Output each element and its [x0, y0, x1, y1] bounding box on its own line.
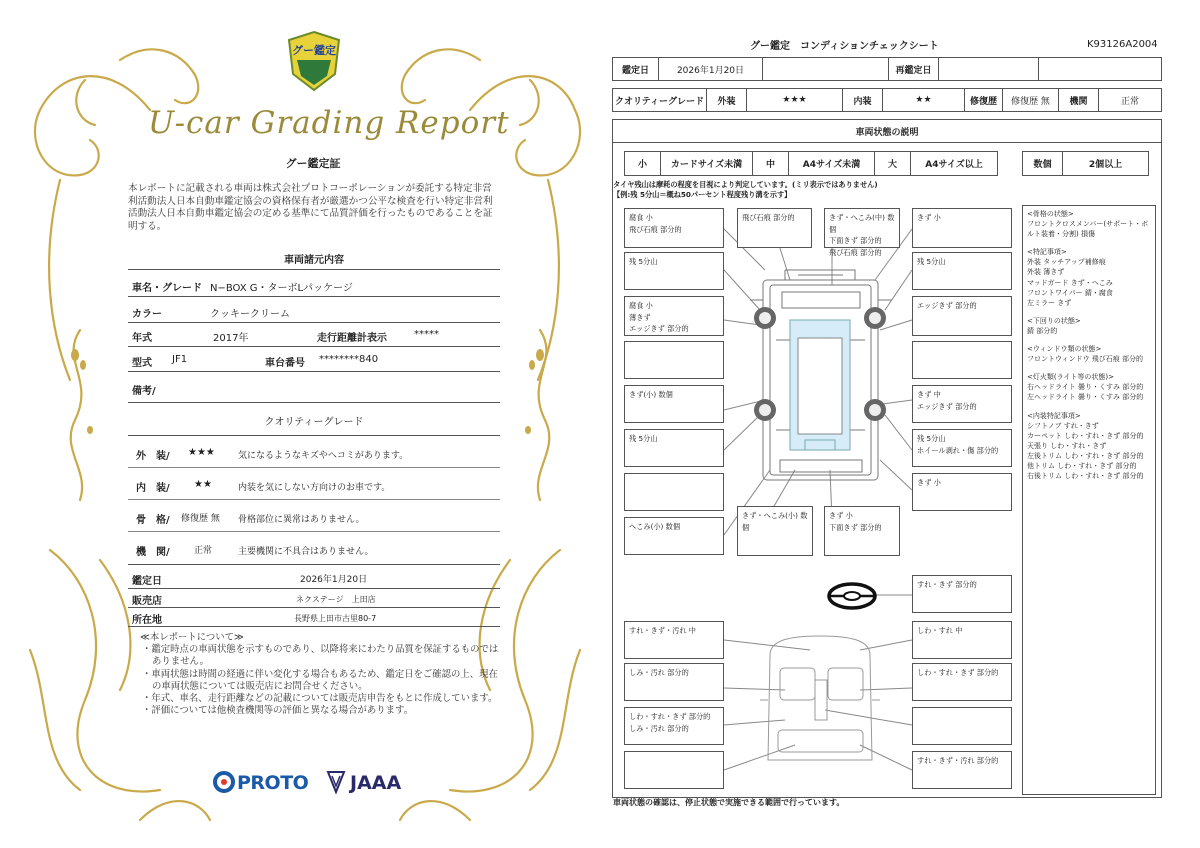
- year-value: 2017年: [213, 333, 249, 344]
- divider: [128, 467, 500, 468]
- divider: [128, 564, 500, 565]
- divider: [128, 296, 500, 297]
- chassis-label: 車台番号: [265, 358, 305, 369]
- note-line: 他トリム しわ・すれ・きず 部分的: [1027, 461, 1137, 470]
- note-line: 外装 薄きず: [1027, 268, 1065, 277]
- divider: [128, 607, 500, 608]
- divider: [128, 269, 500, 270]
- grade-exterior-label: 外 装/: [136, 451, 170, 462]
- callout-rear-center: きず 小 下面きず 部分的: [824, 506, 900, 556]
- dealer-value: ネクステージ 上田店: [296, 595, 376, 604]
- grade-interior-label: 内 装/: [136, 483, 170, 494]
- callout-front-center: きず・へこみ(中) 数個 下面きず 部分的 飛び石痕 部分的: [824, 208, 900, 248]
- condition-check-sheet: [600, 0, 1200, 848]
- note-item: ・鑑定時点の車両状態を示すものであり、以降将来にわたり品質を保証するものではありません。: [142, 644, 499, 668]
- note-line: 天張り しわ・すれ・きず: [1027, 441, 1107, 450]
- note-gap: [1027, 364, 1151, 372]
- grade-frame-desc: 骨格部位に異常はありません。: [238, 515, 365, 525]
- divider: [128, 371, 500, 372]
- condition-title: 車両状態の説明: [612, 119, 1162, 143]
- grade-engine-value: 正常: [194, 546, 213, 556]
- notes-title: ≪本レポートについて≫: [140, 632, 244, 643]
- size-large-value: A4サイズ以上: [925, 160, 983, 170]
- callout-rear-bottom-left: へこみ(小) 数個: [624, 517, 724, 555]
- report-notes: [140, 632, 500, 717]
- callout-tire-front-left: 残 5分山: [624, 252, 724, 290]
- callout-interior-left-rear: しわ・すれ・きず 部分的 しみ・汚れ 部分的: [624, 707, 724, 745]
- jaaa-logo-text: JAAA: [350, 772, 402, 794]
- date-label: 鑑定日: [613, 58, 659, 80]
- model-value: JF1: [172, 354, 188, 365]
- callout-front-left: 腐食 小 飛び石痕 部分的: [624, 208, 724, 248]
- condition-notes-panel: [1022, 205, 1156, 795]
- proto-logo-icon: [212, 770, 236, 794]
- redate-label: 再鑑定日: [889, 58, 939, 80]
- date-value: 2026年1月20日: [659, 58, 763, 80]
- divider: [128, 346, 500, 347]
- note-gap: [1027, 403, 1151, 411]
- car-name-label: 車名・グレード: [132, 283, 202, 294]
- grade-section-title: クオリティーグレード: [264, 417, 364, 428]
- callout-interior-right-rear: [912, 707, 1012, 745]
- note-line: フロントクロスメンバー(サポート・ボルト装着・分割) 損傷: [1027, 220, 1149, 239]
- size-small-label: 小: [625, 152, 661, 175]
- mileage-label: 走行距離計表示: [317, 333, 387, 344]
- int-value: ★★: [883, 89, 965, 111]
- callout-rear-left: [624, 473, 724, 511]
- tire-note-example: 【例:残 5分山＝概ね50パーセント程度残り溝を示す】: [613, 190, 792, 199]
- chassis-value: ********840: [319, 354, 379, 365]
- callout-left-center: [624, 341, 724, 379]
- note-line: 外装 タッチアップ補修痕: [1027, 258, 1106, 267]
- ext-label: 外装: [707, 89, 747, 111]
- callout-interior-left-seat: しみ・汚れ 部分的: [624, 663, 724, 701]
- divider: [128, 588, 500, 589]
- size-mid-label: 中: [753, 152, 789, 175]
- divider: [128, 402, 500, 403]
- note-item: ・評価については他検査機関等の評価と異なる場合があります。: [142, 705, 413, 717]
- address-label: 所在地: [132, 615, 162, 626]
- qg-label: クオリティーグレード: [613, 89, 707, 111]
- callout-tire-rear-right: 残 5分山 ホイール剥れ・傷 部分的: [912, 429, 1012, 467]
- date-label: 鑑定日: [132, 576, 162, 587]
- note-line: カーペット しわ・すれ・きず 部分的: [1027, 431, 1144, 440]
- callout-interior-rear-right: すれ・きず・汚れ 部分的: [912, 751, 1012, 789]
- model-label: 型式: [132, 358, 152, 369]
- callout-front-bumper: 飛び石痕 部分的: [737, 208, 812, 248]
- certificate-intro: 本レポートに記載される車両は株式会社プロトコーポレーションが委託する特定非営利活動法人日本自動車鑑定協会の資格保有者が厳選かつ公平な検査を行い特定非営利活動法人日本自動車鑑定協会の定める基準にて品質評価を行ったものであることを証明する。: [128, 183, 493, 232]
- callout-interior-right-seat: しわ・すれ・きず 部分的: [912, 663, 1012, 701]
- size-mid-value: A4サイズ未満: [789, 152, 875, 175]
- callout-right-rear-door: きず 中 エッジきず 部分的: [912, 385, 1012, 423]
- repair-value: 修復歴 無: [1003, 89, 1059, 111]
- mileage-value: *****: [414, 329, 439, 340]
- note-line: <骨格の状態>: [1027, 210, 1074, 218]
- note-line: シフトノブ すれ・きず: [1027, 421, 1099, 430]
- int-label: 内装: [843, 89, 883, 111]
- note-line: フロントワイパー 錆・腐食: [1027, 288, 1113, 297]
- size-small-value: カードサイズ未満: [661, 152, 753, 175]
- grade-engine-label: 機 関/: [136, 547, 170, 558]
- divider: [128, 322, 500, 323]
- jaaa-logo-icon: [326, 770, 346, 794]
- note-line: 左後トリム しわ・すれ・きず 部分的: [1027, 451, 1144, 460]
- callout-tire-rear-left: 残 5分山: [624, 429, 724, 467]
- remarks-label: 備考/: [132, 386, 156, 397]
- note-line: 錆 部分的: [1027, 326, 1058, 335]
- callout-steering: すれ・きず 部分的: [912, 575, 1012, 613]
- count-label: 数個: [1023, 152, 1063, 175]
- divider: [128, 499, 500, 500]
- proto-logo-text: PROTO: [237, 772, 309, 794]
- callout-right-front-door: エッジきず 部分的: [912, 296, 1012, 336]
- note-line: <内装特記事項>: [1027, 411, 1081, 420]
- callout-rear-right: きず 小: [912, 473, 1012, 511]
- grade-engine-desc: 主要機関に不具合はありません。: [238, 547, 374, 557]
- repair-label: 修復歴: [965, 89, 1003, 111]
- sheet-footer-note: 車両状態の確認は、停止状態で実施できる範囲で行っています。: [613, 798, 845, 807]
- size-large-label: 大: [875, 152, 911, 175]
- note-item: ・年式、車名、走行距離などの記載については販売店申告をもとに作成しています。: [142, 693, 498, 705]
- note-gap: [1027, 308, 1151, 316]
- note-line: <灯火類(ライト等の状態)>: [1027, 373, 1114, 382]
- spec-section-title: 車両諸元内容: [284, 255, 344, 266]
- grade-interior-value: ★★: [194, 479, 212, 490]
- engine-value: 正常: [1120, 96, 1139, 107]
- note-line: 左ミラー きず: [1027, 298, 1072, 307]
- divider: [128, 626, 500, 627]
- note-gap: [1027, 239, 1151, 247]
- callout-interior-rear-left: [624, 751, 724, 789]
- shield-icon: [283, 30, 345, 92]
- callout-right-center: [912, 341, 1012, 379]
- grade-frame-value: 修復歴 無: [181, 514, 220, 524]
- callout-left-rear-door: きず(小) 数個: [624, 385, 724, 423]
- callout-left-front-door: 腐食 小 薄きず エッジきず 部分的: [624, 296, 724, 336]
- sheet-code: K93126A2004: [1087, 39, 1158, 50]
- note-gap: [1027, 336, 1151, 344]
- grade-interior-desc: 内装を気にしない方向けのお車です。: [238, 483, 391, 493]
- callout-rear-bumper: きず・へこみ(小) 数個: [737, 506, 813, 556]
- callout-front-right: きず 小: [912, 208, 1012, 248]
- note-line: 右後トリム しわ・すれ・きず 部分的: [1027, 472, 1144, 481]
- dealer-label: 販売店: [132, 596, 162, 607]
- report-script-title: U-car Grading Report: [148, 105, 510, 141]
- address-value: 長野県上田市古里80-7: [294, 614, 377, 623]
- callout-interior-front-left: すれ・きず・汚れ 中: [624, 621, 724, 659]
- tire-note: タイヤ残山は摩耗の程度を目視により判定しています。(ミリ表示ではありません): [613, 180, 878, 189]
- note-line: マッドガード きず・へこみ: [1027, 278, 1113, 287]
- note-line: <ウィンドウ類の状態>: [1027, 345, 1102, 354]
- steering-wheel-icon: [829, 584, 875, 608]
- grade-exterior-value: ★★★: [188, 447, 215, 458]
- sheet-title: グー鑑定 コンディションチェックシート: [750, 41, 939, 52]
- engine-label: 機関: [1059, 89, 1099, 111]
- certificate-title: グー鑑定証: [285, 157, 341, 170]
- divider: [128, 435, 500, 436]
- note-line: 左ヘッドライト 曇り・くすみ 部分的: [1027, 393, 1144, 402]
- ext-value: ★★★: [747, 89, 843, 111]
- grade-frame-label: 骨 格/: [136, 515, 170, 526]
- note-item: ・車両状態は時間の経過に伴い変化する場合もあるため、鑑定日をご確認の上、現在の車両状態については販売店にお問合せください。: [142, 668, 498, 692]
- year-label: 年式: [132, 333, 152, 344]
- goo-kantei-badge: [283, 30, 345, 92]
- callout-tire-front-right: 残 5分山: [912, 252, 1012, 290]
- divider: [128, 531, 500, 532]
- count-value: 2個以上: [1088, 160, 1123, 170]
- color-label: カラー: [132, 309, 162, 320]
- callout-interior-front-right: しわ・すれ 中: [912, 621, 1012, 659]
- car-name-value: N−BOX G・ターボLパッケージ: [210, 283, 353, 294]
- note-line: フロントウィンドウ 飛び石痕 部分的: [1027, 355, 1144, 364]
- date-value: 2026年1月20日: [300, 575, 368, 585]
- note-line: <特記事項>: [1027, 248, 1067, 257]
- note-line: 右ヘッドライト 曇り・くすみ 部分的: [1027, 383, 1144, 392]
- badge-label: グー鑑定: [292, 44, 336, 57]
- color-value: クッキークリーム: [210, 309, 290, 320]
- note-line: <下回りの状態>: [1027, 316, 1081, 325]
- grade-exterior-desc: 気になるようなキズやヘコミがあります。: [238, 451, 409, 461]
